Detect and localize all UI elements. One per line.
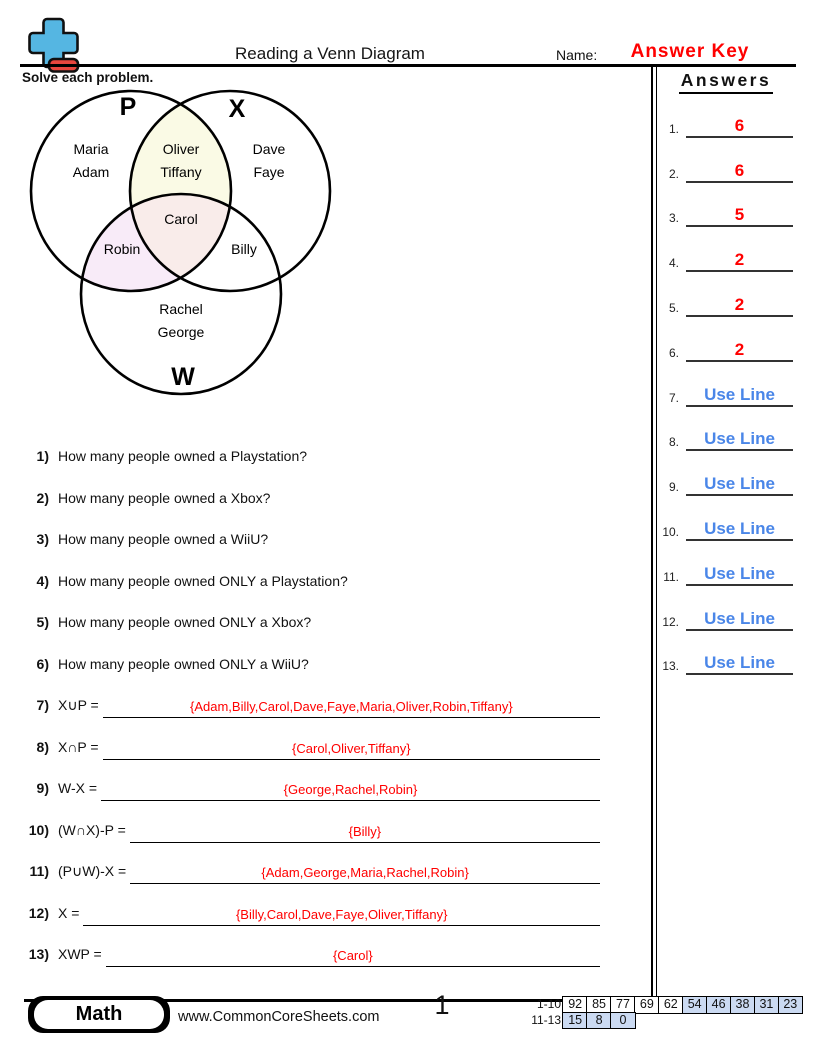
- score-cell: 23: [778, 996, 804, 1014]
- answer-line: [686, 584, 793, 631]
- answer-item: [657, 227, 793, 272]
- question-row: [22, 656, 600, 698]
- question-row: [22, 448, 600, 490]
- answer-number: 2.: [668, 166, 679, 181]
- question-row: [22, 531, 600, 573]
- answer-text: {Adam,George,Maria,Rachel,Robin}: [261, 865, 469, 880]
- answer-line: [686, 225, 793, 272]
- answer-value: Use Line: [704, 563, 775, 583]
- question-number: 4): [36, 572, 49, 589]
- answer-value: Use Line: [704, 384, 775, 404]
- set-expression: (W∩X)-P =: [58, 821, 126, 838]
- answer-number: 9.: [668, 480, 679, 495]
- answer-text: {Adam,Billy,Carol,Dave,Faye,Maria,Oliver,Robin,Tiffany}: [190, 699, 513, 714]
- answer-number: 1.: [668, 121, 679, 136]
- question-text: How many people owned a WiiU?: [58, 531, 269, 547]
- question-text: How many people owned ONLY a Playstation?: [58, 572, 348, 589]
- venn-name: Faye: [253, 164, 285, 180]
- question-text: How many people owned ONLY a WiiU?: [58, 655, 309, 672]
- answer-item: [657, 362, 793, 407]
- venn-name: George: [157, 324, 205, 340]
- question-row: [22, 573, 600, 615]
- question-number: 9): [36, 780, 49, 796]
- score-cell: 92: [562, 996, 588, 1014]
- score-cell: 0: [610, 1012, 636, 1030]
- answers-heading-text: Answers: [679, 70, 773, 94]
- answer-item: [657, 407, 793, 452]
- answer-item: [657, 93, 793, 138]
- question-number: 5): [36, 614, 49, 630]
- set-question-row: [22, 822, 600, 864]
- question-number: 2): [36, 489, 49, 506]
- answer-text: {George,Rachel,Robin}: [283, 782, 418, 797]
- set-expression: X =: [58, 904, 80, 921]
- question-row: [22, 614, 600, 656]
- score-cell: 85: [586, 996, 612, 1014]
- score-cell: 38: [730, 996, 756, 1014]
- answer-blank: [103, 739, 600, 760]
- answers-panel: [657, 93, 793, 675]
- answer-text: {Carol}: [332, 948, 373, 963]
- venn-name: Billy: [231, 241, 257, 257]
- answer-number: 3.: [668, 211, 679, 226]
- venn-name: Rachel: [159, 301, 203, 317]
- answer-value: 2: [734, 339, 745, 359]
- panel-divider-outer: [651, 64, 653, 1002]
- answer-line: [686, 315, 793, 362]
- page-number: 1: [434, 990, 450, 1020]
- set-question-row: [22, 739, 600, 781]
- score-row-1: [524, 996, 803, 1014]
- set-question-row: [22, 946, 600, 988]
- answer-value: Use Line: [704, 518, 775, 538]
- venn-diagram: [18, 84, 348, 404]
- name-label: Name:: [556, 47, 598, 63]
- answer-number: 13.: [662, 659, 679, 674]
- score-row-2: [524, 1012, 803, 1030]
- answer-item: [657, 451, 793, 496]
- answer-blank: [103, 697, 600, 718]
- score-cell: 69: [634, 996, 660, 1014]
- score-cell: 62: [658, 996, 684, 1014]
- answer-text: {Billy}: [348, 823, 382, 839]
- venn-name: Oliver: [162, 141, 200, 157]
- answer-value: 6: [734, 115, 745, 135]
- questions-list: [22, 448, 600, 988]
- answer-item: [657, 138, 793, 183]
- set-expression: X∪P =: [58, 697, 99, 713]
- math-badge-pill: [34, 1000, 164, 1029]
- set-question-row: [22, 863, 600, 905]
- answer-line: [686, 539, 793, 586]
- answer-number: 7.: [668, 390, 679, 405]
- answer-item: [657, 541, 793, 586]
- answer-line: [686, 360, 793, 407]
- set-question-row: [22, 905, 600, 947]
- question-number: 13): [28, 946, 49, 962]
- answer-line: [686, 181, 793, 228]
- answer-value: 2: [734, 250, 745, 270]
- answer-number: 11.: [663, 569, 679, 584]
- venn-name: Adam: [72, 164, 110, 180]
- answer-value: 6: [734, 160, 745, 180]
- venn-name: Tiffany: [160, 164, 202, 180]
- venn-name: Carol: [164, 211, 198, 227]
- venn-label-p: P: [119, 93, 137, 121]
- question-number: 7): [36, 697, 49, 713]
- set-question-row: [22, 697, 600, 739]
- score-table: [524, 996, 803, 1029]
- set-expression: XWP =: [58, 946, 102, 962]
- answer-item: [657, 496, 793, 541]
- math-badge: [28, 996, 170, 1033]
- page-title: Reading a Venn Diagram: [235, 44, 425, 63]
- answer-number: 6.: [668, 345, 679, 360]
- question-number: 8): [36, 738, 49, 755]
- answer-key-text: Answer Key: [630, 41, 750, 62]
- answer-text: {Carol,Oliver,Tiffany}: [292, 740, 411, 756]
- set-expression: (P∪W)-X =: [58, 863, 127, 879]
- answer-value: Use Line: [704, 474, 775, 494]
- answer-value: 2: [734, 294, 745, 314]
- set-expression: X∩P =: [58, 738, 99, 755]
- question-number: 1): [36, 448, 49, 464]
- answer-value: 5: [734, 205, 745, 225]
- score-cell: 8: [586, 1012, 612, 1030]
- score-cell: 77: [610, 996, 636, 1014]
- venn-name: Robin: [103, 241, 141, 257]
- answer-item: [657, 317, 793, 362]
- answer-blank: [130, 863, 600, 884]
- question-text: How many people owned a Playstation?: [58, 448, 308, 464]
- score-row-label: 1-10: [536, 997, 561, 1011]
- score-cell: 31: [754, 996, 780, 1014]
- answer-number: 5.: [668, 300, 679, 315]
- answer-value: Use Line: [704, 429, 775, 449]
- venn-label-x: X: [228, 95, 246, 123]
- answer-text: {Billy,Carol,Dave,Faye,Oliver,Tiffany}: [235, 906, 448, 922]
- instructions-text: Solve each problem.: [22, 70, 154, 85]
- math-badge-label: Math: [75, 1003, 123, 1025]
- answer-value: Use Line: [704, 608, 775, 628]
- question-row: [22, 490, 600, 532]
- header-divider: [20, 64, 796, 67]
- answer-item: [657, 183, 793, 228]
- venn-name: Dave: [252, 141, 286, 157]
- answer-line: [686, 270, 793, 317]
- set-expression: W-X =: [58, 780, 98, 796]
- score-row-label: 11-13: [531, 1012, 561, 1027]
- question-number: 6): [36, 655, 49, 672]
- answer-blank: [83, 905, 600, 926]
- question-number: 11): [29, 863, 49, 879]
- answer-blank: [101, 780, 600, 801]
- answer-line: [686, 449, 793, 496]
- question-number: 10): [28, 821, 49, 838]
- answer-line: [686, 91, 793, 138]
- answer-number: 8.: [668, 435, 679, 450]
- question-text: How many people owned a Xbox?: [58, 489, 271, 506]
- answer-value: Use Line: [704, 653, 775, 673]
- score-cell: 15: [562, 1012, 588, 1030]
- answer-item: [657, 272, 793, 317]
- answer-number: 12.: [662, 614, 679, 629]
- venn-label-w: W: [171, 363, 195, 391]
- set-question-row: [22, 780, 600, 822]
- score-cell: 46: [706, 996, 732, 1014]
- website-link[interactable]: www.CommonCoreSheets.com: [178, 1009, 380, 1025]
- question-text: How many people owned ONLY a Xbox?: [58, 614, 312, 630]
- score-cell: 54: [682, 996, 708, 1014]
- answer-line: [686, 629, 793, 676]
- answer-blank: [106, 946, 600, 967]
- answer-line: [686, 136, 793, 183]
- answer-line: [686, 405, 793, 452]
- answer-item: [657, 631, 793, 676]
- answer-item: [657, 586, 793, 631]
- answer-number: 10.: [662, 524, 679, 539]
- venn-name: Maria: [73, 141, 109, 157]
- question-number: 12): [28, 904, 49, 921]
- answer-number: 4.: [668, 256, 679, 271]
- answer-blank: [130, 822, 600, 843]
- answer-line: [686, 494, 793, 541]
- question-number: 3): [36, 531, 49, 547]
